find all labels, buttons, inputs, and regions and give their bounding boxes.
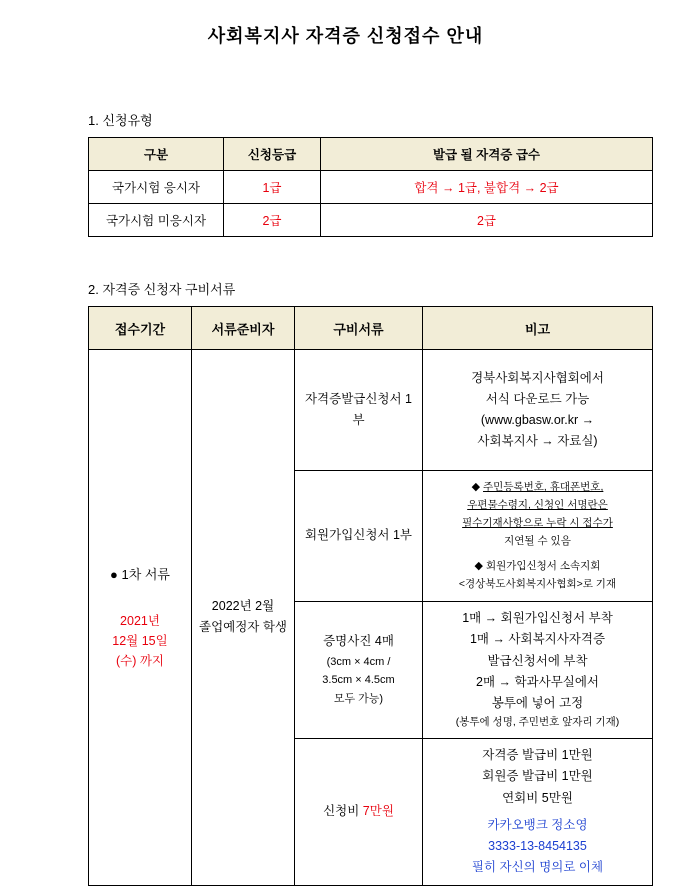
cell-document-2 bbox=[295, 471, 423, 602]
bullet-icon: ◆ bbox=[474, 559, 484, 572]
column-header-remarks: 비고 bbox=[423, 307, 653, 350]
cell-grade: 1급 bbox=[224, 171, 321, 204]
document-3-line-4: 모두 가능) bbox=[333, 693, 384, 706]
document-3-line-1: 증명사진 4매 bbox=[323, 634, 394, 649]
table-header-row bbox=[89, 138, 653, 171]
cell-result: 합격 → 1급, 불합격 → 2급 bbox=[321, 171, 653, 204]
column-header-preparer: 서류준비자 bbox=[192, 307, 295, 350]
section-2-heading: 2. 자격증 신청자 구비서류 bbox=[88, 282, 236, 297]
remark-3-line-4: 2매 → 학과사무실에서 bbox=[476, 674, 599, 689]
remark-1-line-3: (www.gbasw.or.kr → bbox=[480, 413, 595, 427]
preparer-line-1: 2022년 2월 bbox=[211, 599, 275, 614]
remark-3-line-1: 1매 → 회원가입신청서 부착 bbox=[462, 611, 613, 625]
remark-1-line-1: 경북사회복지사협회에서 bbox=[471, 370, 604, 385]
document-4-label: 신청비 bbox=[323, 804, 360, 819]
bank-name-line: 카카오뱅크 정소영 bbox=[487, 817, 588, 832]
preparer-line-2: 졸업예정자 학생 bbox=[199, 620, 287, 635]
section-1-heading: 1. 신청유형 bbox=[88, 113, 153, 128]
remark-3-line-5: 봉투에 넣어 고정 bbox=[491, 696, 584, 710]
column-header-category: 구분 bbox=[89, 138, 224, 171]
remark-1-line-2: 서식 다운로드 가능 bbox=[485, 391, 590, 406]
remark-2-b1-line-2: 우편물수령지, 신청인 서명란은 bbox=[467, 499, 608, 512]
cell-document-3 bbox=[295, 602, 423, 739]
remark-2-block-1 bbox=[427, 478, 648, 550]
period-date-line-2: 12월 15일 bbox=[112, 634, 168, 649]
remark-2-b2-line-1: 회원가입신청서 소속지회 bbox=[485, 559, 601, 572]
column-header-grade: 신청등급 bbox=[224, 138, 321, 171]
remark-2-block-2 bbox=[427, 557, 648, 594]
cell-remark-4 bbox=[423, 739, 653, 886]
bank-instruction-line: 필히 자신의 명의로 이체 bbox=[471, 860, 604, 875]
document-page bbox=[0, 22, 691, 875]
page-title: 사회복지사 자격증 신청접수 안내 bbox=[207, 26, 484, 46]
remark-2-b1-line-3: 필수기재사항으로 누락 시 접수가 bbox=[462, 517, 613, 530]
bank-account-line: 3333-13-8454135 bbox=[488, 839, 587, 854]
cell-grade: 2급 bbox=[224, 204, 321, 237]
cell-document-4 bbox=[295, 739, 423, 886]
cell-category: 국가시험 미응시자 bbox=[89, 204, 224, 237]
document-3-line-2: (3cm × 4cm / bbox=[326, 655, 391, 668]
document-3-line-3: 3.5cm × 4.5cm bbox=[322, 674, 395, 687]
remark-2-b1-line-1: 주민등록번호, 휴대폰번호, bbox=[483, 481, 604, 494]
column-header-result: 발급 될 자격증 급수 bbox=[321, 138, 653, 171]
column-header-period: 접수기간 bbox=[89, 307, 192, 350]
document-4-amount: 7만원 bbox=[362, 804, 394, 819]
document-1-line-1: 자격증발급신청서 1부 bbox=[304, 391, 413, 427]
cell-document-1 bbox=[295, 350, 423, 471]
period-stage-label: ● 1차 서류 bbox=[110, 566, 170, 582]
cell-remark-1 bbox=[423, 350, 653, 471]
remark-3-line-2: 1매 → 사회복지사자격증 bbox=[469, 632, 606, 647]
bullet-icon: ◆ bbox=[471, 481, 481, 494]
remark-1-line-4: 사회복지사 → 자료실) bbox=[477, 434, 598, 449]
cell-remark-3 bbox=[423, 602, 653, 739]
remark-4-line-3: 연회비 5만원 bbox=[502, 790, 573, 805]
cell-category: 국가시험 응시자 bbox=[89, 171, 224, 204]
table-row bbox=[89, 204, 653, 237]
remark-2-b2-line-2: <경상북도사회복지사협회>로 기재 bbox=[458, 577, 617, 590]
cell-reception-period bbox=[89, 350, 192, 886]
period-date-line-3: (수) 까지 bbox=[115, 654, 165, 669]
column-header-documents: 구비서류 bbox=[295, 307, 423, 350]
cell-remark-2 bbox=[423, 471, 653, 602]
cell-preparer bbox=[192, 350, 295, 886]
remark-2-b1-line-4: 지연될 수 있음 bbox=[504, 535, 571, 547]
cell-result: 2급 bbox=[321, 204, 653, 237]
application-type-table bbox=[88, 137, 653, 237]
table-row bbox=[89, 350, 653, 471]
period-date-line-1: 2021년 bbox=[120, 614, 160, 629]
remark-3-line-6: (봉투에 성명, 주민번호 앞자리 기재) bbox=[455, 716, 620, 729]
table-row bbox=[89, 171, 653, 204]
document-2-line-1: 회원가입신청서 1부 bbox=[304, 528, 413, 543]
table-header-row bbox=[89, 307, 653, 350]
remark-4-line-1: 자격증 발급비 1만원 bbox=[482, 748, 593, 763]
remark-3-line-3: 발급신청서에 부착 bbox=[487, 653, 588, 668]
remark-4-line-2: 회원증 발급비 1만원 bbox=[482, 769, 593, 784]
